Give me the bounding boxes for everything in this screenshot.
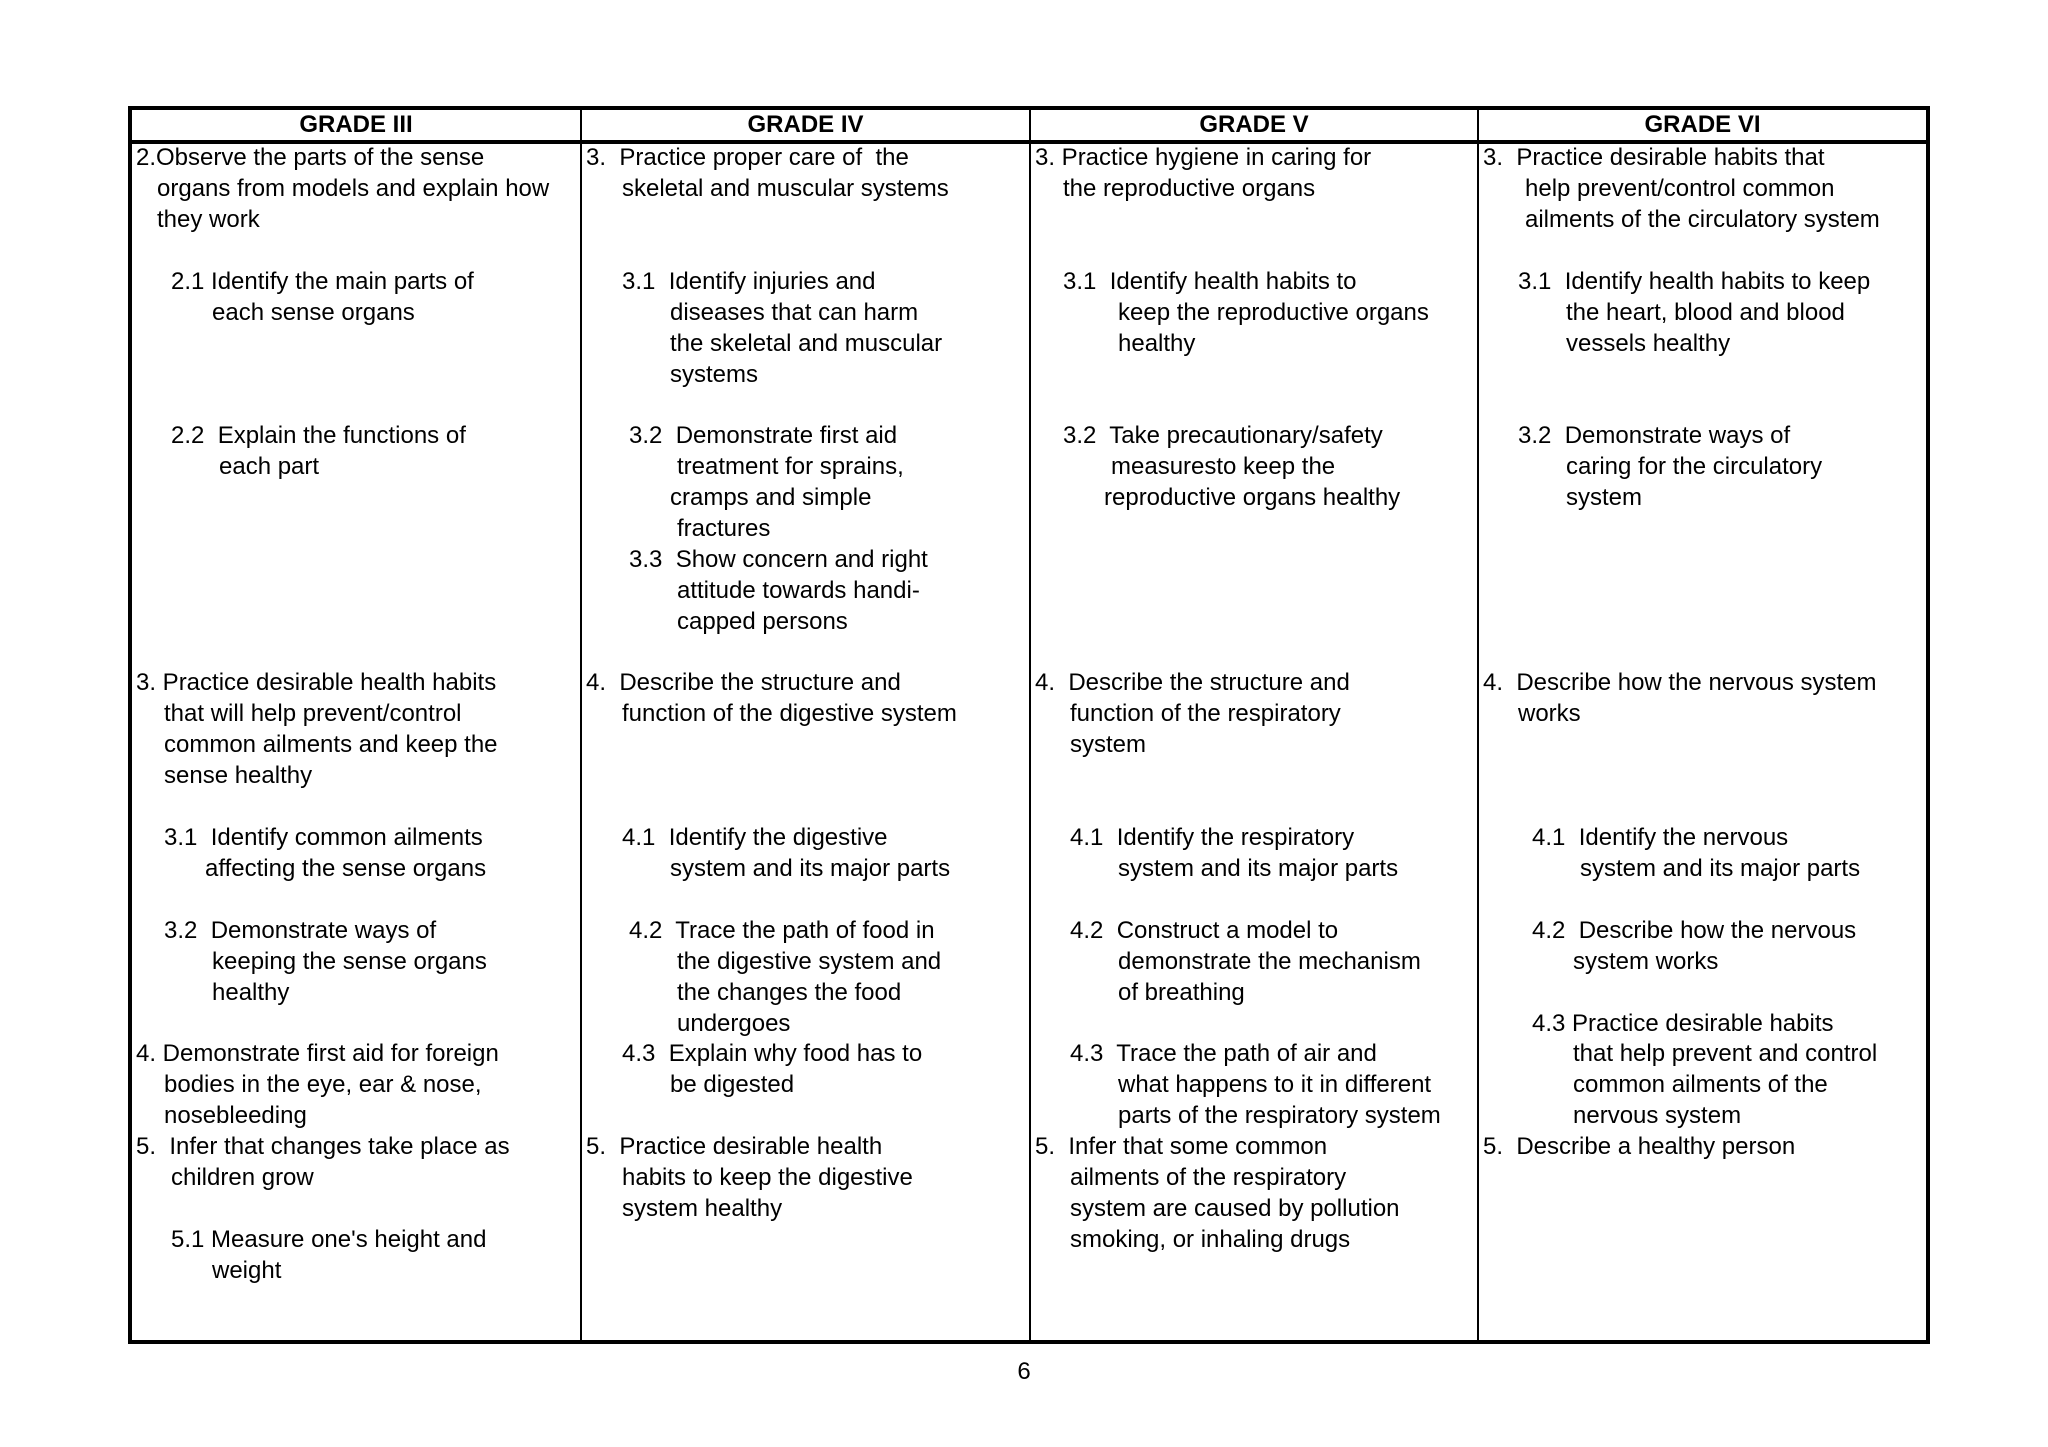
- grade6-line: 4.2 Describe how the nervous: [1532, 917, 1857, 944]
- grade3-line: bodies in the eye, ear & nose,: [164, 1071, 482, 1098]
- grade4-line: fractures: [677, 515, 771, 542]
- grade6-line: the heart, blood and blood: [1566, 299, 1845, 326]
- grade3-line: 2.Observe the parts of the sense: [136, 144, 485, 171]
- grade3-line: sense healthy: [164, 762, 313, 789]
- grade4-line: 3.3 Show concern and right: [629, 546, 928, 573]
- grade3-line: that will help prevent/control: [164, 700, 462, 727]
- grade4-line: be digested: [670, 1071, 795, 1098]
- grade5-line: ailments of the respiratory: [1070, 1164, 1347, 1191]
- grade6-line: system and its major parts: [1580, 855, 1861, 882]
- grade5-line: keep the reproductive organs: [1118, 299, 1429, 326]
- header-grade-v: GRADE V: [1199, 111, 1309, 138]
- grade5-line: smoking, or inhaling drugs: [1070, 1226, 1351, 1253]
- grade5-line: of breathing: [1118, 979, 1245, 1006]
- grade3-line: 4. Demonstrate first aid for foreign: [136, 1040, 499, 1067]
- grade5-line: demonstrate the mechanism: [1118, 948, 1421, 975]
- grade5-line: measuresto keep the: [1111, 453, 1336, 480]
- grade5-line: 3. Practice hygiene in caring for: [1035, 144, 1372, 171]
- grade5-line: 3.1 Identify health habits to: [1063, 268, 1357, 295]
- grade3-line: children grow: [171, 1164, 314, 1191]
- grade4-line: the digestive system and: [677, 948, 942, 975]
- grade3-line: 3. Practice desirable health habits: [136, 669, 497, 696]
- grade6-line: system: [1566, 484, 1643, 511]
- header-grade-iv: GRADE IV: [747, 111, 864, 138]
- grade6-line: common ailments of the: [1573, 1071, 1828, 1098]
- grade4-line: attitude towards handi-: [677, 577, 920, 604]
- grade4-line: 3.2 Demonstrate first aid: [629, 422, 898, 449]
- grade4-line: habits to keep the digestive: [622, 1164, 913, 1191]
- grade5-line: system are caused by pollution: [1070, 1195, 1400, 1222]
- grade3-line: they work: [157, 206, 260, 233]
- grade5-line: system and its major parts: [1118, 855, 1399, 882]
- grade3-line: 5. Infer that changes take place as: [136, 1133, 510, 1160]
- page-number: 6: [1017, 1358, 1031, 1385]
- grade3-line: nosebleeding: [164, 1102, 307, 1129]
- grade5-line: 4.1 Identify the respiratory: [1070, 824, 1355, 851]
- grade4-line: 5. Practice desirable health: [586, 1133, 883, 1160]
- grade5-line: 4.2 Construct a model to: [1070, 917, 1339, 944]
- grade6-line: 4.3 Practice desirable habits: [1532, 1010, 1834, 1037]
- grade4-line: system healthy: [622, 1195, 783, 1222]
- grade3-line: each part: [219, 453, 320, 480]
- grade4-line: undergoes: [677, 1010, 791, 1037]
- column-divider: [1477, 110, 1479, 1340]
- grade3-line: 2.1 Identify the main parts of: [171, 268, 474, 295]
- grade6-line: help prevent/control common: [1525, 175, 1835, 202]
- grade4-line: skeletal and muscular systems: [622, 175, 949, 202]
- grade3-line: keeping the sense organs: [212, 948, 487, 975]
- grade5-line: 4.3 Trace the path of air and: [1070, 1040, 1377, 1067]
- grade4-line: the skeletal and muscular: [670, 330, 943, 357]
- grade3-line: common ailments and keep the: [164, 731, 498, 758]
- grade5-line: 5. Infer that some common: [1035, 1133, 1328, 1160]
- grade5-line: 3.2 Take precautionary/safety: [1063, 422, 1383, 449]
- grade4-line: 4. Describe the structure and: [586, 669, 901, 696]
- grade6-line: system works: [1573, 948, 1719, 975]
- grade6-line: 4. Describe how the nervous system: [1483, 669, 1877, 696]
- grade5-line: 4. Describe the structure and: [1035, 669, 1350, 696]
- grade4-line: 4.3 Explain why food has to: [622, 1040, 923, 1067]
- grade3-line: organs from models and explain how: [157, 175, 550, 202]
- grade6-line: 4.1 Identify the nervous: [1532, 824, 1789, 851]
- grade6-line: that help prevent and control: [1573, 1040, 1878, 1067]
- grade6-line: 3. Practice desirable habits that: [1483, 144, 1825, 171]
- grade3-line: weight: [212, 1257, 282, 1284]
- grade3-line: healthy: [212, 979, 290, 1006]
- header-grade-iii: GRADE III: [299, 111, 413, 138]
- grade4-line: treatment for sprains,: [677, 453, 904, 480]
- grade4-line: the changes the food: [677, 979, 902, 1006]
- grade4-line: 4.2 Trace the path of food in: [629, 917, 935, 944]
- grade6-line: vessels healthy: [1566, 330, 1731, 357]
- grade3-line: 3.1 Identify common ailments: [164, 824, 483, 851]
- header-grade-vi: GRADE VI: [1644, 111, 1761, 138]
- grade3-line: each sense organs: [212, 299, 415, 326]
- grade5-line: what happens to it in different: [1118, 1071, 1432, 1098]
- grade6-line: 3.2 Demonstrate ways of: [1518, 422, 1791, 449]
- grade6-line: works: [1518, 700, 1581, 727]
- grade5-line: healthy: [1118, 330, 1196, 357]
- grade4-line: capped persons: [677, 608, 848, 635]
- grade5-line: function of the respiratory: [1070, 700, 1341, 727]
- grade6-line: 3.1 Identify health habits to keep: [1518, 268, 1871, 295]
- grade4-line: systems: [670, 361, 759, 388]
- grade4-line: cramps and simple: [670, 484, 872, 511]
- grade3-line: affecting the sense organs: [205, 855, 487, 882]
- grade4-line: 3.1 Identify injuries and: [622, 268, 876, 295]
- grade4-line: diseases that can harm: [670, 299, 919, 326]
- grade6-line: ailments of the circulatory system: [1525, 206, 1880, 233]
- curriculum-table: [128, 106, 1930, 1344]
- grade4-line: function of the digestive system: [622, 700, 957, 727]
- grade6-line: caring for the circulatory: [1566, 453, 1823, 480]
- grade5-line: parts of the respiratory system: [1118, 1102, 1441, 1129]
- grade5-line: reproductive organs healthy: [1104, 484, 1401, 511]
- grade6-line: 5. Describe a healthy person: [1483, 1133, 1796, 1160]
- grade4-line: 4.1 Identify the digestive: [622, 824, 888, 851]
- grade3-line: 3.2 Demonstrate ways of: [164, 917, 437, 944]
- grade5-line: the reproductive organs: [1063, 175, 1316, 202]
- column-divider: [580, 110, 582, 1340]
- grade5-line: system: [1070, 731, 1147, 758]
- grade3-line: 2.2 Explain the functions of: [171, 422, 466, 449]
- grade3-line: 5.1 Measure one's height and: [171, 1226, 487, 1253]
- grade4-line: 3. Practice proper care of the: [586, 144, 909, 171]
- grade4-line: system and its major parts: [670, 855, 951, 882]
- grade6-line: nervous system: [1573, 1102, 1742, 1129]
- column-divider: [1029, 110, 1031, 1340]
